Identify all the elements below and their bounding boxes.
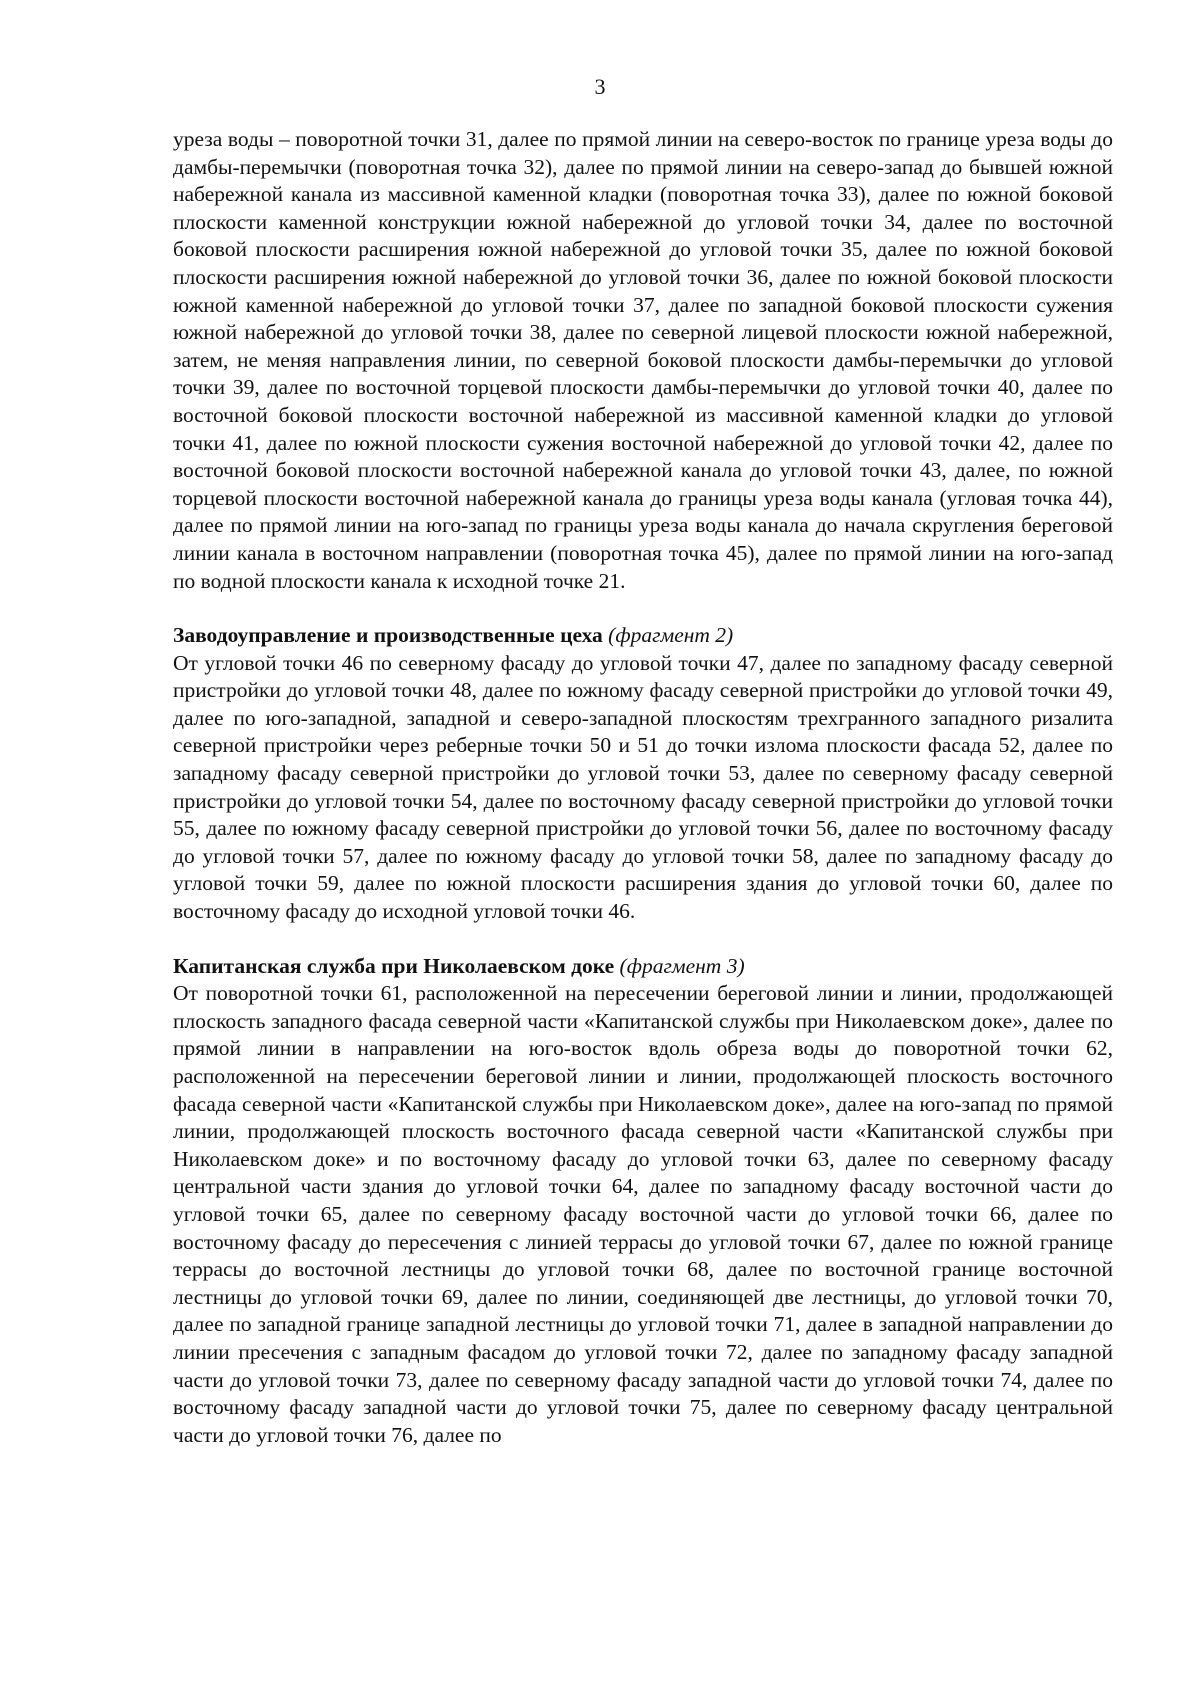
section-body: От поворотной точки 61, расположенной на пересечении береговой линии и линии, продолжающей плоскость западного фасада северной части «Капитанской службы при Николаевском доке», далее по прямой линии в направлении на юго-восток вдоль обреза воды до поворотной точки 62, расположенной на пересечении береговой линии и линии, продолжающей плоскость восточного фасада северной части «Капитанской службы при Николаевском доке», далее на юго-запад по прямой линии, продолжающей плоскость восточного фасада северной части «Капитанской службы при Николаевском доке» и по восточному фасаду до угловой точки 63, далее по северному фасаду центральной части здания до угловой точки 64, далее по западному фасаду восточной части до угловой точки 65, далее по северному фасаду восточной части до угловой точки 66, далее по восточному фасаду до пересечения с линией террасы до угловой точки 67, далее по южной границе террасы до восточной лестницы до угловой точки 68, далее по восточной границе восточной лестницы до угловой точки 69, далее по линии, соединяющей две лестницы, до угловой точки 70, далее по западной границе западной лестницы до угловой точки 71, далее в западной направлении до линии пресечения с западным фасадом до угловой точки 72, далее по западному фасаду западной части до угловой точки 73, далее по северному фасаду западной части до угловой точки 74, далее по восточному фасаду западной части до угловой точки 75, далее по северному фасаду центральной части до угловой точки 76, далее по (173, 981, 1113, 1447)
section-fragment-label: (фрагмент 2) (608, 623, 734, 648)
section-heading (173, 953, 1113, 981)
section-captain-service (173, 953, 1113, 1450)
document-body (173, 126, 1113, 1449)
section-fragment-label: (фрагмент 3) (619, 953, 745, 978)
section-title: Капитанская служба при Николаевском доке (173, 953, 615, 978)
section-title: Заводоуправление и производственные цеха (173, 623, 603, 648)
section-factory-management (173, 622, 1113, 926)
intro-paragraph: уреза воды – поворотной точки 31, далее по прямой линии на северо-восток по границе уреза воды до дамбы-перемычки (поворотная точка 32), далее по прямой линии на северо-запад до бывшей южной набережной канала из массивной каменной кладки (поворотная точка 33), далее по южной боковой плоскости каменной конструкции южной набережной до угловой точки 34, далее по восточной боковой плоскости расширения южной набережной до угловой точки 35, далее по южной боковой плоскости расширения южной набережной до угловой точки 36, далее по южной боковой плоскости южной каменной набережной до угловой точки 37, далее по западной боковой плоскости сужения южной набережной до угловой точки 38, далее по северной лицевой плоскости южной набережной, затем, не меняя направления линии, по северной боковой плоскости дамбы-перемычки до угловой точки 39, далее по восточной торцевой плоскости дамбы-перемычки до угловой точки 40, далее по восточной боковой плоскости восточной набережной из массивной каменной кладки до угловой точки 41, далее по южной плоскости сужения восточной набережной до угловой точки 42, далее по восточной боковой плоскости восточной набережной канала до угловой точки 43, далее, по южной торцевой плоскости восточной набережной канала до границы уреза воды канала (угловая точка 44), далее по прямой линии на юго-запад по границы уреза воды канала до начала скругления береговой линии канала в восточном направлении (поворотная точка 45), далее по прямой линии на юго-запад по водной плоскости канала к исходной точке 21. (173, 127, 1113, 593)
section-body: От угловой точки 46 по северному фасаду до угловой точки 47, далее по западному фасаду северной пристройки до угловой точки 48, далее по южному фасаду северной пристройки до угловой точки 49, далее по юго-западной, западной и северо-западной плоскостям трехгранного западного ризалита северной пристройки через реберные точки 50 и 51 до точки излома плоскости фасада 52, далее по западному фасаду северной пристройки до угловой точки 53, далее по северному фасаду северной пристройки до угловой точки 54, далее по восточному фасаду северной пристройки до угловой точки 55, далее по южному фасаду северной пристройки до угловой точки 56, далее по восточному фасаду до угловой точки 57, далее по южному фасаду до угловой точки 58, далее по западному фасаду до угловой точки 59, далее по южной плоскости расширения здания до угловой точки 60, далее по восточному фасаду до исходной угловой точки 46. (173, 650, 1113, 924)
page-number: 3 (594, 74, 606, 99)
section-heading (173, 622, 1113, 650)
